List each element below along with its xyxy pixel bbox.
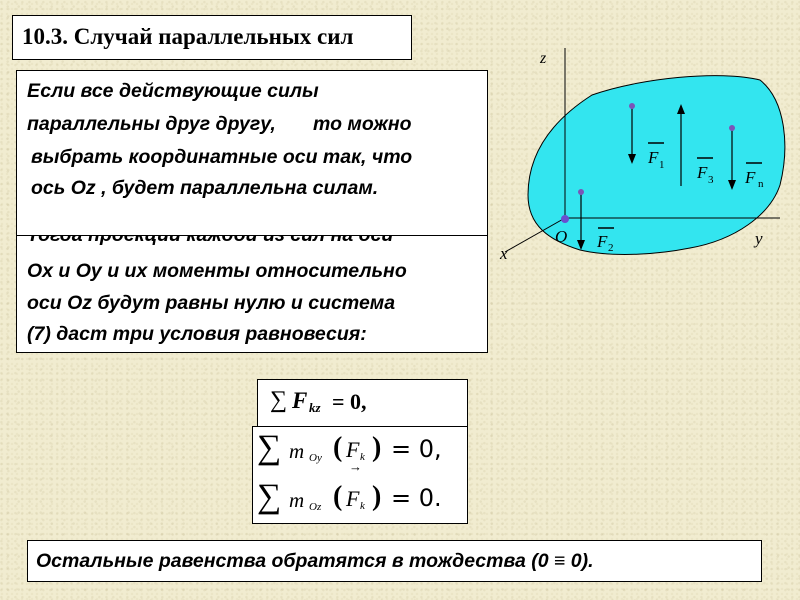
moment-subscript: Oz [309,501,322,513]
axis-z-label: z [540,50,547,67]
bottom-statement: Остальные равенства обратятся в тождества (0 ≡ 0). [36,550,594,572]
force-fn-label: F [745,168,756,187]
main-line-2b: то можно [313,113,412,135]
force-subscript: k [360,451,365,463]
force-f2-subscript: 2 [608,242,614,254]
moment-subscript: Oy [309,452,322,464]
main-line-2a: параллельны друг другу, [27,113,276,135]
origin-label: O [555,227,568,246]
main-line-4: ось Oz , будет параллельна силам. [31,177,379,199]
force-f1-label: F [648,148,659,167]
continuation-line-2: оси Oz будут равны нулю и система [27,292,396,314]
axis-y-label: y [755,229,763,248]
slide-title: 10.3. Случай параллельных сил [22,24,354,49]
equation-sum-fkz [257,379,468,427]
bottom-statement-box [27,540,762,582]
axis-x-label: x [500,244,508,263]
moment-equations-box [252,426,468,524]
equation2-rest: = 0, [391,435,442,463]
paren-close: ) [372,432,382,463]
main-line-1: Если все действующие силы [27,80,319,102]
force-symbol: F [346,437,360,462]
sum-symbol: ∑ [270,387,288,413]
force-f2-label: F [597,232,608,251]
main-line-3: выбрать координатные оси так, что [31,146,413,168]
force-f1-subscript: 1 [659,159,665,171]
force-symbol: F [292,388,308,413]
force-symbol: F [346,486,360,511]
equation1-rest: = 0, [332,389,367,414]
paren-open: ( [333,481,343,512]
force-subscript: kz [309,400,321,415]
sum-symbol: ∑ [257,429,282,466]
force-fn-subscript: n [758,178,764,190]
moment-symbol: m [289,488,305,512]
vector-arrow: → [349,459,362,474]
force-subscript: k [360,500,365,512]
origin-point [561,215,569,223]
continuation-line-3: (7) даст три условия равновесия: [27,323,367,345]
sum-symbol: ∑ [257,478,282,515]
paren-open: ( [333,432,343,463]
force-f3-label: F [697,163,708,182]
continuation-line-1: Ox и Oy и их моменты относительно [27,260,407,282]
moment-symbol: m [289,439,305,463]
equation3-rest: = 0. [391,484,442,512]
force-f3-subscript: 3 [708,174,714,186]
paren-close: ) [372,481,382,512]
